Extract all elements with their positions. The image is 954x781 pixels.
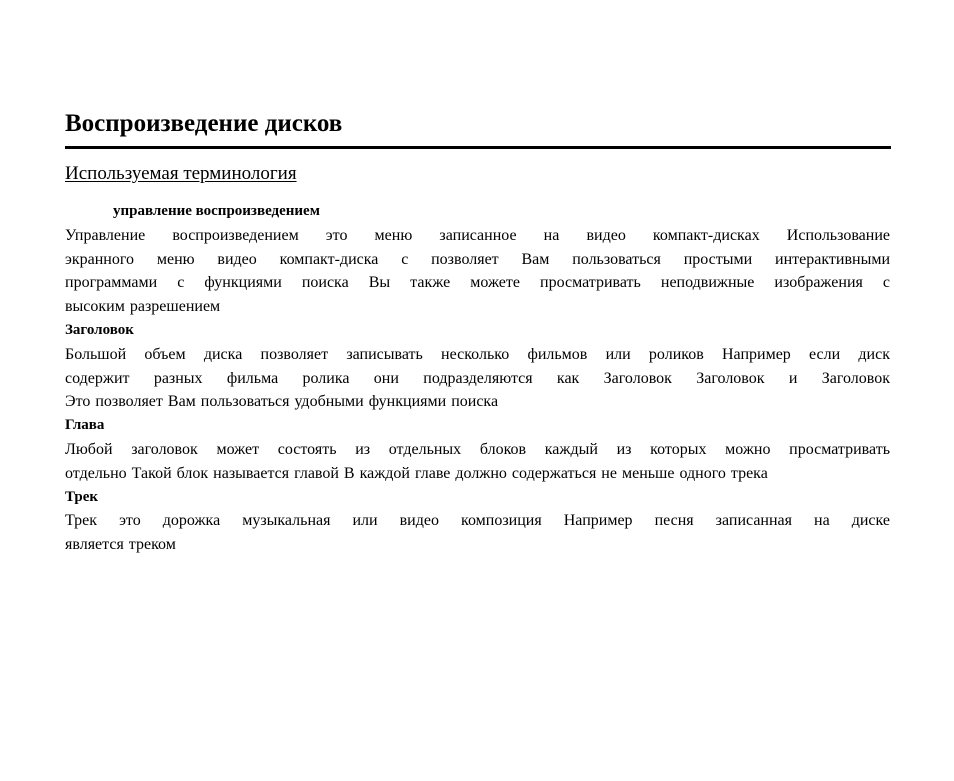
term-heading-playback-control: управление воспроизведением bbox=[113, 203, 320, 219]
term-heading-track: Трек bbox=[65, 488, 99, 505]
text-line: является треком bbox=[65, 536, 176, 554]
text-line: высоким разрешением bbox=[65, 298, 221, 316]
title-divider bbox=[65, 146, 891, 149]
term-description-title bbox=[65, 343, 890, 414]
page-title: Воспроизведение дисков bbox=[65, 110, 343, 137]
text-line: программами с функциями поиска Вы также можете просматривать неподвижные изображения с bbox=[65, 274, 890, 292]
text-line: Управление воспроизведением это меню записанное на видео компакт-дисках Использование bbox=[65, 226, 890, 244]
text-line: Большой объем диска позволяет записывать несколько фильмов или роликов Например если диск bbox=[65, 345, 890, 363]
term-description-chapter bbox=[65, 438, 890, 486]
text-line: Любой заголовок может состоять из отдельных блоков каждый из которых можно просматривать bbox=[65, 440, 890, 458]
section-subtitle: Используемая терминология bbox=[65, 163, 297, 184]
term-heading-chapter: Глава bbox=[65, 417, 105, 434]
terminology-content bbox=[65, 200, 890, 557]
term-heading-title: Заголовок bbox=[65, 321, 134, 338]
text-line: Трек это дорожка музыкальная или видео композиция Например песня записанная на диске bbox=[65, 512, 890, 530]
term-description-track bbox=[65, 509, 890, 557]
term-description-playback-control bbox=[65, 224, 890, 319]
text-line: экранного меню видео компакт-диска с позволяет Вам пользоваться простыми интерактивными bbox=[65, 250, 890, 268]
text-line: Это позволяет Вам пользоваться удобными функциями поиска bbox=[65, 393, 499, 411]
text-line: содержит разных фильма ролика они подразделяются как Заголовок Заголовок и Заголовок bbox=[65, 369, 890, 387]
text-line: отдельно Такой блок называется главой В каждой главе должно содержаться не меньше одного трека bbox=[65, 464, 768, 482]
